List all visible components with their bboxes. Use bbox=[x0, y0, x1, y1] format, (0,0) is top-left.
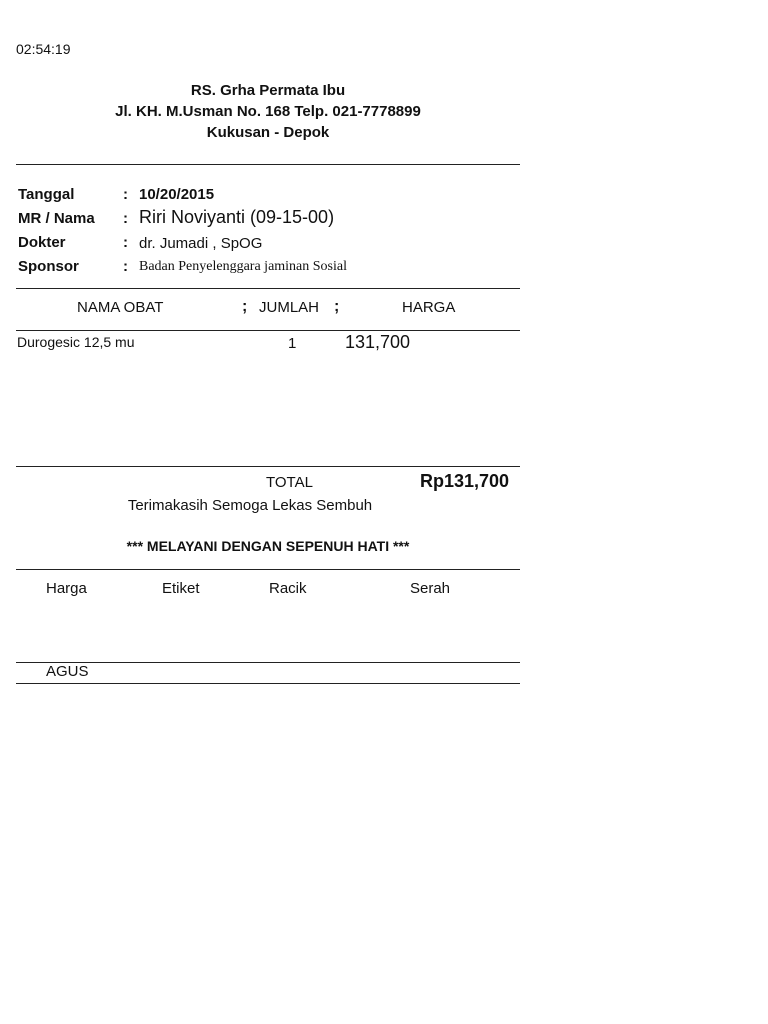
signoff-column-label: Etiket bbox=[162, 580, 200, 597]
column-separator: ; bbox=[242, 298, 248, 315]
column-header-name: NAMA OBAT bbox=[77, 299, 164, 316]
colon: : bbox=[123, 210, 128, 227]
sponsor-value: Badan Penyelenggara jaminan Sosial bbox=[139, 259, 347, 274]
divider bbox=[16, 288, 520, 289]
date-label: Tanggal bbox=[18, 186, 75, 203]
thank-you-message: Terimakasih Semoga Lekas Sembuh bbox=[127, 497, 373, 514]
motto: *** MELAYANI DENGAN SEPENUH HATI *** bbox=[126, 538, 410, 554]
hospital-address: Jl. KH. M.Usman No. 168 Telp. 021-7778899 bbox=[115, 103, 421, 120]
divider bbox=[16, 569, 520, 570]
divider bbox=[16, 330, 520, 331]
column-header-price: HARGA bbox=[402, 299, 456, 316]
doctor-value: dr. Jumadi , SpOG bbox=[139, 235, 263, 252]
divider bbox=[16, 466, 520, 467]
staff-name: AGUS bbox=[46, 663, 89, 680]
print-time: 02:54:19 bbox=[16, 41, 71, 57]
item-price: 131,700 bbox=[345, 332, 411, 352]
sponsor-label: Sponsor bbox=[18, 258, 79, 275]
hospital-city: Kukusan - Depok bbox=[206, 124, 330, 141]
patient-name-value: Riri Noviyanti (09-15-00) bbox=[139, 207, 335, 227]
signoff-column-price: Harga bbox=[46, 580, 87, 597]
item-quantity: 1 bbox=[288, 335, 297, 352]
total-value: Rp131,700 bbox=[420, 471, 510, 491]
divider bbox=[16, 662, 520, 663]
signoff-column-handover: Serah bbox=[410, 580, 451, 597]
hospital-name: RS. Grha Permata Ibu bbox=[190, 82, 346, 99]
mr-label: MR / Nama bbox=[18, 210, 95, 227]
divider bbox=[16, 683, 520, 684]
signoff-column-compound: Racik bbox=[269, 580, 307, 597]
colon: : bbox=[123, 186, 128, 203]
doctor-label: Dokter bbox=[18, 234, 66, 251]
item-name: Durogesic 12,5 mu bbox=[17, 334, 135, 350]
colon: : bbox=[123, 234, 128, 251]
colon: : bbox=[123, 258, 128, 275]
date-value: 10/20/2015 bbox=[139, 186, 215, 203]
column-header-quantity: JUMLAH bbox=[259, 299, 320, 316]
total-label: TOTAL bbox=[266, 474, 313, 491]
column-separator: ; bbox=[334, 298, 340, 315]
divider bbox=[16, 164, 520, 165]
